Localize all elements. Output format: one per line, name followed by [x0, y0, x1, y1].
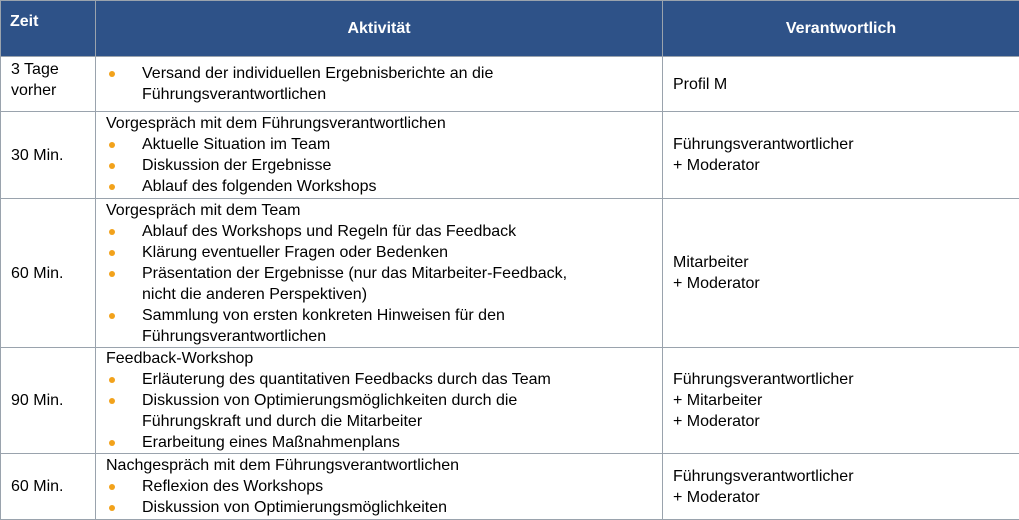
bullet-icon — [109, 250, 115, 256]
zeit-line: 30 Min. — [11, 145, 95, 166]
list-item — [106, 432, 654, 453]
list-item-text: Führungsverantwortlichen — [142, 326, 654, 347]
list-item-text: Erarbeitung eines Maßnahmenplans — [142, 432, 654, 453]
activity-title: Vorgespräch mit dem Team — [106, 200, 654, 221]
list-item — [106, 263, 654, 305]
responsible-line: + Moderator — [673, 487, 1019, 508]
zeit-cell — [1, 348, 96, 454]
list-item-text: Führungsverantwortlichen — [142, 84, 654, 105]
zeit-cell — [1, 454, 96, 520]
list-item-text: Sammlung von ersten konkreten Hinweisen für den — [142, 305, 654, 326]
list-item — [106, 134, 654, 155]
zeit-line: 60 Min. — [11, 263, 95, 284]
list-item-text: Diskussion der Ergebnisse — [142, 155, 654, 176]
bullet-icon — [109, 163, 115, 169]
list-item-text: Diskussion von Optimierungsmöglichkeiten durch die — [142, 390, 654, 411]
table-row — [1, 348, 1019, 454]
table-row — [1, 199, 1019, 348]
zeit-line: 90 Min. — [11, 390, 95, 411]
activity-list — [106, 134, 654, 197]
list-item — [106, 221, 654, 242]
list-item — [106, 305, 654, 347]
list-item — [106, 155, 654, 176]
responsible-line: Profil M — [673, 74, 1019, 95]
zeit-cell — [1, 112, 96, 199]
bullet-icon — [109, 142, 115, 148]
list-item-text: Präsentation der Ergebnisse (nur das Mitarbeiter-Feedback, — [142, 263, 654, 284]
bullet-icon — [109, 71, 115, 77]
verantwortlich-cell — [663, 199, 1019, 348]
list-item-text: Führungskraft und durch die Mitarbeiter — [142, 411, 654, 432]
list-item — [106, 176, 654, 197]
table-row — [1, 57, 1019, 112]
activity-list — [106, 63, 654, 105]
verantwortlich-cell — [663, 57, 1019, 112]
header-verantwortlich: Verantwortlich — [663, 1, 1019, 57]
list-item — [106, 242, 654, 263]
list-item — [106, 369, 654, 390]
list-item — [106, 476, 654, 497]
list-item-text: Erläuterung des quantitativen Feedbacks durch das Team — [142, 369, 654, 390]
responsible-line: Führungsverantwortlicher — [673, 134, 1019, 155]
activity-list — [106, 476, 654, 518]
aktivitaet-cell — [96, 348, 663, 454]
responsible-line: Führungsverantwortlicher — [673, 466, 1019, 487]
list-item — [106, 497, 654, 518]
bullet-icon — [109, 398, 115, 404]
list-item-text: Versand der individuellen Ergebnisberichte an die — [142, 63, 654, 84]
zeit-line: 60 Min. — [11, 476, 95, 497]
list-item-text: Diskussion von Optimierungsmöglichkeiten — [142, 497, 654, 518]
activity-list — [106, 221, 654, 347]
zeit-line: 3 Tage — [11, 59, 95, 80]
aktivitaet-cell — [96, 199, 663, 348]
zeit-line: vorher — [11, 80, 95, 101]
bullet-icon — [109, 440, 115, 446]
verantwortlich-cell — [663, 348, 1019, 454]
list-item-text: Aktuelle Situation im Team — [142, 134, 654, 155]
verantwortlich-cell — [663, 454, 1019, 520]
responsible-line: + Moderator — [673, 155, 1019, 176]
list-item-text: Reflexion des Workshops — [142, 476, 654, 497]
bullet-icon — [109, 505, 115, 511]
bullet-icon — [109, 377, 115, 383]
bullet-icon — [109, 184, 115, 190]
responsible-line: + Moderator — [673, 273, 1019, 294]
bullet-icon — [109, 484, 115, 490]
list-item-text: Ablauf des Workshops und Regeln für das Feedback — [142, 221, 654, 242]
list-item-text: nicht die anderen Perspektiven) — [142, 284, 654, 305]
responsible-line: Führungsverantwortlicher — [673, 369, 1019, 390]
table-row — [1, 112, 1019, 199]
bullet-icon — [109, 229, 115, 235]
list-item — [106, 63, 654, 105]
zeit-cell — [1, 199, 96, 348]
header-aktivitaet: Aktivität — [96, 1, 663, 57]
responsible-line: Mitarbeiter — [673, 252, 1019, 273]
list-item-text: Ablauf des folgenden Workshops — [142, 176, 654, 197]
activity-title: Vorgespräch mit dem Führungsverantwortlichen — [106, 113, 654, 134]
zeit-cell — [1, 57, 96, 112]
aktivitaet-cell — [96, 454, 663, 520]
list-item — [106, 390, 654, 432]
header-zeit: Zeit — [1, 1, 96, 57]
activity-list — [106, 369, 654, 453]
responsible-line: + Mitarbeiter — [673, 390, 1019, 411]
aktivitaet-cell — [96, 112, 663, 199]
activity-title: Nachgespräch mit dem Führungsverantwortlichen — [106, 455, 654, 476]
activity-title: Feedback-Workshop — [106, 348, 654, 369]
table-row — [1, 454, 1019, 520]
responsible-line: + Moderator — [673, 411, 1019, 432]
bullet-icon — [109, 313, 115, 319]
aktivitaet-cell — [96, 57, 663, 112]
bullet-icon — [109, 271, 115, 277]
verantwortlich-cell — [663, 112, 1019, 199]
list-item-text: Klärung eventueller Fragen oder Bedenken — [142, 242, 654, 263]
header-row — [1, 1, 1019, 57]
